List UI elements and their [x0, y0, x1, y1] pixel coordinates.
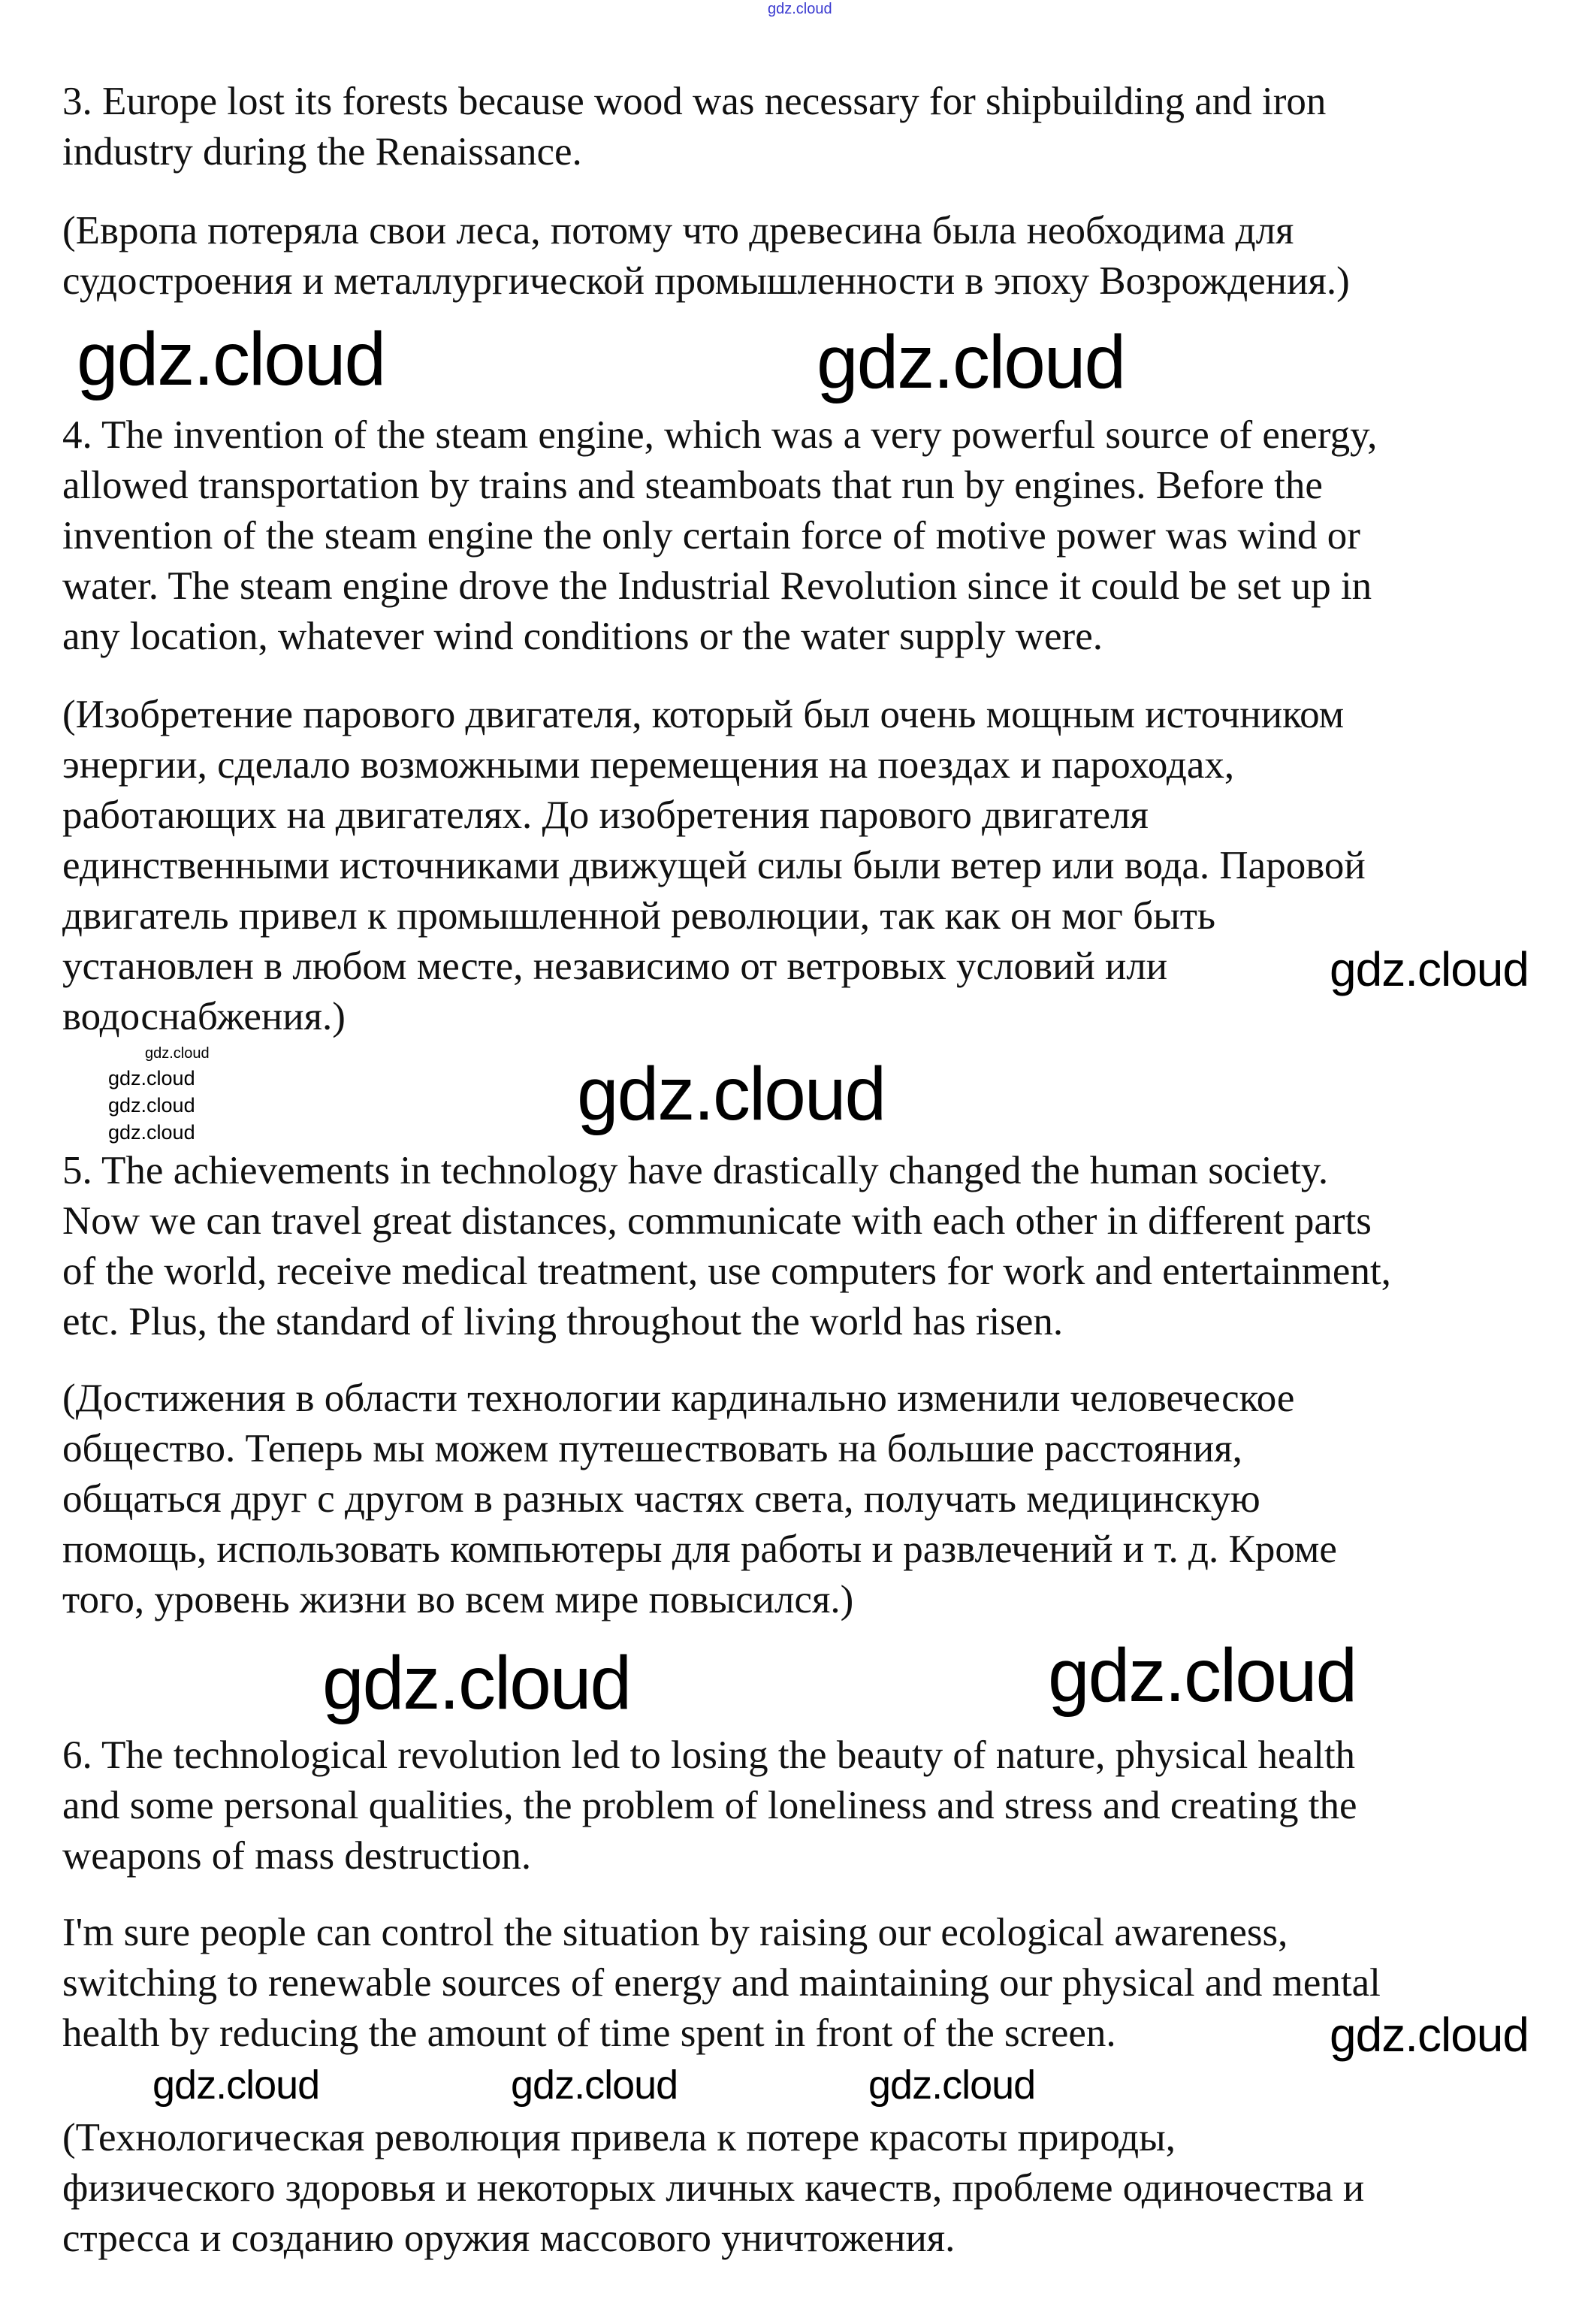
paragraph-4-ru — [62, 690, 1366, 1042]
watermark: gdz.cloud — [108, 1121, 195, 1144]
text-line: 6. The technological revolution led to losing the beauty of nature, physical health — [62, 1733, 1356, 1777]
watermark: gdz.cloud — [1330, 2008, 1529, 2062]
watermark: gdz.cloud — [817, 320, 1125, 404]
text-line: двигатель привел к промышленной революции, так как он мог быть — [62, 894, 1216, 938]
text-line: allowed transportation by trains and steamboats that run by engines. Before the — [62, 464, 1323, 507]
text-line: 3. Europe lost its forests because wood was necessary for shipbuilding and iron — [62, 80, 1327, 123]
text-line: any location, whatever wind conditions or the water supply were. — [62, 615, 1103, 658]
text-line: (Изобретение парового двигателя, который был очень мощным источником — [62, 693, 1345, 736]
text-line: физического здоровья и некоторых личных качеств, проблеме одиночества и — [62, 2166, 1365, 2210]
paragraph-3-en — [62, 77, 1326, 177]
watermark: gdz.cloud — [77, 317, 385, 401]
text-line: etc. Plus, the standard of living throughout the world has risen. — [62, 1300, 1064, 1343]
text-line: 5. The achievements in technology have drastically changed the human society. — [62, 1149, 1329, 1192]
text-line: industry during the Renaissance. — [62, 130, 582, 174]
watermark: gdz.cloud — [511, 2063, 678, 2108]
paragraph-6-ru — [62, 2113, 1364, 2264]
watermark: gdz.cloud — [152, 2063, 320, 2108]
text-line: стресса и созданию оружия массового уничтожения. — [62, 2217, 956, 2260]
text-line: water. The steam engine drove the Industrial Revolution since it could be set up in — [62, 564, 1372, 608]
text-line: weapons of mass destruction. — [62, 1834, 532, 1878]
paragraph-6-opinion — [62, 1908, 1381, 2059]
text-line: 4. The invention of the steam engine, which was a very powerful source of energy, — [62, 413, 1378, 457]
watermark-top: gdz.cloud — [768, 1, 832, 17]
watermark: gdz.cloud — [868, 2063, 1036, 2108]
text-line: водоснабжения.) — [62, 995, 346, 1038]
text-line: общество. Теперь мы можем путешествовать на большие расстояния, — [62, 1427, 1242, 1470]
paragraph-4-en — [62, 410, 1377, 662]
text-line: общаться друг с другом в разных частях света, получать медицинскую — [62, 1477, 1260, 1521]
watermark: gdz.cloud — [322, 1641, 631, 1725]
watermark: gdz.cloud — [108, 1067, 195, 1089]
text-line: health by reducing the amount of time spent in front of the screen. — [62, 2011, 1116, 2055]
watermark: gdz.cloud — [1330, 942, 1529, 996]
text-line: invention of the steam engine the only certain force of motive power was wind or — [62, 514, 1360, 558]
text-line: энергии, сделало возможными перемещения на поездах и пароходах, — [62, 743, 1235, 787]
text-line: помощь, использовать компьютеры для работы и развлечений и т. д. Кроме — [62, 1528, 1337, 1571]
paragraph-3-ru — [62, 206, 1350, 307]
watermark: gdz.cloud — [577, 1052, 886, 1136]
text-line: судостроения и металлургической промышленности в эпоху Возрождения.) — [62, 259, 1350, 303]
text-line: Now we can travel great distances, communicate with each other in different parts — [62, 1199, 1372, 1243]
text-line: того, уровень жизни во всем мире повысился.) — [62, 1578, 854, 1621]
text-line: установлен в любом месте, независимо от ветровых условий или — [62, 944, 1168, 988]
text-line: and some personal qualities, the problem of loneliness and stress and creating the — [62, 1784, 1357, 1827]
text-line: of the world, receive medical treatment, use computers for work and entertainment, — [62, 1250, 1391, 1293]
text-line: единственными источниками движущей силы были ветер или вода. Паровой — [62, 844, 1366, 887]
paragraph-6-en — [62, 1730, 1357, 1881]
watermark: gdz.cloud — [108, 1094, 195, 1117]
text-line: (Европа потеряла свои леса, потому что древесина была необходима для — [62, 209, 1294, 252]
watermark: gdz.cloud — [145, 1045, 210, 1062]
paragraph-5-en — [62, 1146, 1391, 1347]
text-line: switching to renewable sources of energy and maintaining our physical and mental — [62, 1961, 1381, 2005]
text-line: (Достижения в области технологии кардинально изменили человеческое — [62, 1377, 1295, 1420]
watermark: gdz.cloud — [1048, 1633, 1357, 1718]
text-line: (Технологическая революция привела к потере красоты природы, — [62, 2116, 1176, 2159]
text-line: I'm sure people can control the situation by raising our ecological awareness, — [62, 1911, 1288, 1954]
text-line: работающих на двигателях. До изобретения парового двигателя — [62, 793, 1149, 837]
paragraph-5-ru — [62, 1374, 1337, 1625]
